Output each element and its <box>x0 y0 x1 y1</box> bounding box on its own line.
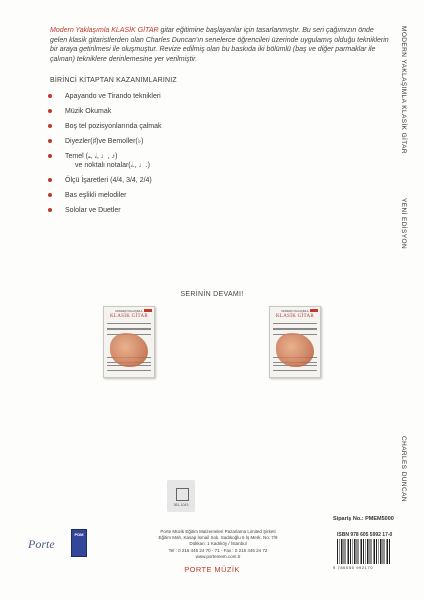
qr-code-icon <box>176 488 189 501</box>
list-item: Apayando ve Tirando teknikleri <box>48 92 318 107</box>
publisher-address: Eğitim Mah. Kasap İsmail Sok. Sadıkoğlu 6 İş Merk. No: 7/9 <box>158 535 278 541</box>
series-continue-label: SERİNİN DEVAMI! <box>180 291 244 298</box>
barcode-digits: 9 786055 992170 <box>333 565 374 570</box>
list-item: Temel (𝅝, 𝅗𝅥, ♩, ♪) ve noktalı notalar(𝅗𝅥., ♩.) <box>48 152 318 176</box>
bullet-icon <box>48 193 52 197</box>
list-item: Bas eşlikli melodiler <box>48 191 318 206</box>
intro-text: gitar eğitimine başlayanlar için tasarlanmıştır. Bu seri çağımızın önde gelen klasik gitaristlerden olan Charles Duncan'ın senelerce öğrencileri üzerinde uygulamış olduğu tekniklerin bir araya getirilmesi ile oluşmuştur. Revize edilmiş olan bu baskıda iki bölümlü (baş ve diğer parmaklar ile çalınan) tekniklere derinlemesine yer verilmiştir. <box>50 27 389 63</box>
bullet-icon <box>48 124 52 128</box>
bullet-icon <box>48 154 52 158</box>
book-cover-label: MODERN YAKLAŞIMLA <box>281 310 309 313</box>
list-item: Ölçü İşaretleri (4/4, 3/4, 2/4) <box>48 176 318 191</box>
bullet-icon <box>48 94 52 98</box>
isbn-label: ISBN 978 605 5992 17-0 <box>337 532 393 538</box>
list-item: Diyezler(♯)ve Bemoller(♭) <box>48 137 318 152</box>
section-title: BİRİNCİ KİTAPTAN KAZANIMLARINIZ <box>50 77 177 84</box>
spine-edition: YENİ EDİSYON <box>400 198 407 250</box>
book-cover-title: KLASİK GİTAR <box>109 314 149 319</box>
publisher-company: Porte Müzik Eğitim Malzemeleri Pazarlama Limited Şirketi <box>160 529 276 534</box>
book-cover-2 <box>269 306 321 378</box>
publisher-phone: Tel : 0 216 445 24 70 - 71 - Fax : 0 216 445 24 72 <box>168 547 268 553</box>
guitar-hand-image <box>110 333 148 367</box>
series-brand: Modern Yaklaşımla KLASİK GİTAR <box>50 27 159 34</box>
porte-logo: Porte <box>28 537 55 551</box>
list-item: Sololar ve Duetler <box>48 206 318 221</box>
book-cover-label: MODERN YAKLAŞIMLA <box>115 310 143 313</box>
book-cover-1 <box>103 306 155 378</box>
order-number: Sipariş No.: PMEM5000 <box>333 516 394 522</box>
bullet-icon <box>48 208 52 212</box>
stamp-number: 361-1043 <box>173 503 189 507</box>
publisher-website: www.portemem.com.tr <box>195 553 241 559</box>
book-cover-title: KLASİK GİTAR <box>275 314 315 319</box>
banderole-stamp <box>167 480 195 512</box>
bullet-icon <box>48 109 52 113</box>
bullet-icon <box>48 139 52 143</box>
publisher-district: Dükkan: 1 Kadıköy / İstanbul <box>189 541 247 547</box>
guitar-hand-image <box>276 333 314 367</box>
publisher-info <box>118 529 318 560</box>
spine-title: MODERN YAKLAŞIMLA KLASİK GİTAR <box>400 26 407 154</box>
intro-paragraph <box>50 26 390 64</box>
bullet-icon <box>48 178 52 182</box>
feature-list <box>48 92 318 221</box>
logo-box-text: PDM <box>74 532 84 537</box>
barcode-icon <box>337 539 391 564</box>
list-item: Müzik Okumak <box>48 107 318 122</box>
list-item: Boş tel pozisyonlarında çalmak <box>48 122 318 137</box>
publisher-name: PORTE MÜZİK <box>184 565 240 574</box>
publisher-logo-box <box>71 529 87 557</box>
list-item-sub: ve noktalı notalar(𝅗𝅥., ♩.) <box>75 162 150 169</box>
spine-author: CHARLES DUNCAN <box>400 436 407 502</box>
